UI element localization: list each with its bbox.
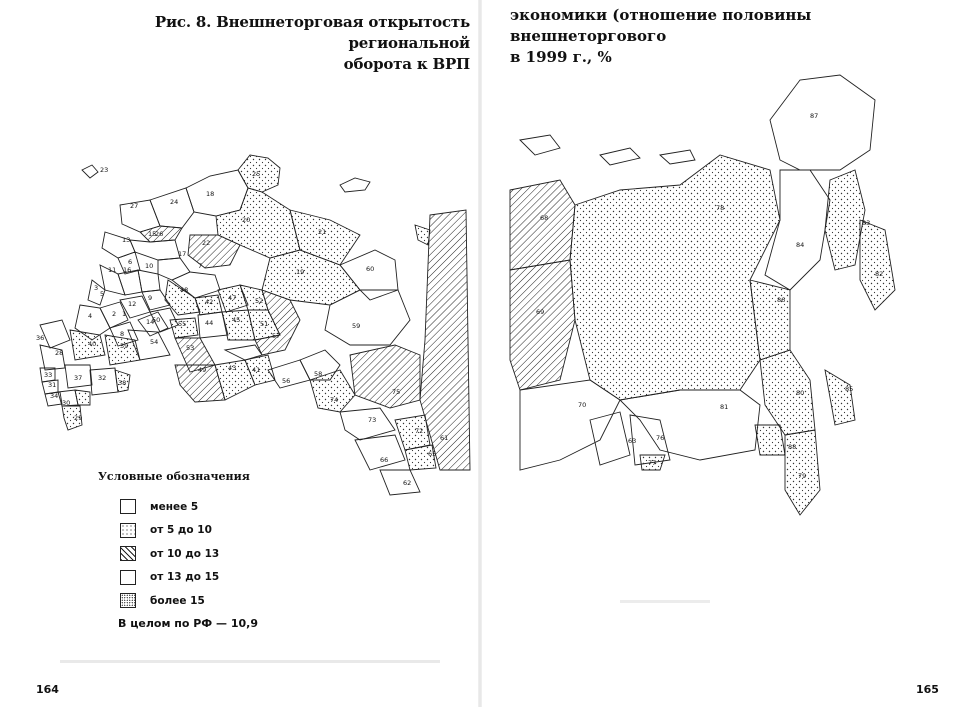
region-number-label: 61 xyxy=(440,434,449,442)
region-number-label: 88 xyxy=(788,443,797,451)
region-number-label: 72 xyxy=(415,427,424,435)
figure-title-left xyxy=(78,12,470,75)
legend-swatch xyxy=(120,546,136,561)
legend-swatch xyxy=(120,570,136,585)
region-number-label: 17 xyxy=(178,250,187,258)
region-68 xyxy=(510,180,575,270)
region-number-label: 13 xyxy=(122,236,131,244)
region-number-label: 51 xyxy=(260,320,269,328)
region-number-label: 86 xyxy=(777,296,786,304)
yamal-islands xyxy=(415,225,430,245)
region-number-label: 15 xyxy=(148,230,157,238)
region-number-label: 66 xyxy=(380,456,389,464)
region-number-label: 75 xyxy=(392,388,401,396)
region-18 xyxy=(186,170,248,216)
legend-total: В целом по РФ — 10,9 xyxy=(118,616,259,630)
region-number-label: 21 xyxy=(318,228,327,236)
figure-title-line2: оборота к ВРП xyxy=(343,55,470,73)
region-number-label: 63 xyxy=(628,437,637,445)
figure-title-right xyxy=(510,5,950,68)
region-number-label: 11 xyxy=(108,266,117,274)
region-number-label: 48 xyxy=(180,286,189,294)
region-number-label: 27 xyxy=(130,202,139,210)
legend-label: от 5 до 10 xyxy=(150,524,212,537)
region-number-label: 68 xyxy=(540,214,549,222)
region-number-label: 5 xyxy=(100,290,105,298)
region-number-label: 81 xyxy=(720,403,729,411)
region-number-label: 16 xyxy=(123,266,132,274)
region-number-label: 76 xyxy=(656,434,665,442)
region-number-label: 42 xyxy=(205,298,214,306)
region-27 xyxy=(120,200,160,232)
region-number-label: 84 xyxy=(796,241,805,249)
region-17 xyxy=(158,258,190,280)
region-number-label: 7 xyxy=(198,262,203,270)
region-number-label: 10 xyxy=(145,262,154,270)
region-number-label: 2 xyxy=(112,310,117,318)
region-23 xyxy=(82,165,98,178)
region-number-label: 1 xyxy=(122,310,127,318)
region-83 xyxy=(825,170,865,270)
region-number-label: 83 xyxy=(862,219,871,227)
region-number-label: 4 xyxy=(88,312,93,320)
region-number-label: 43 xyxy=(228,364,237,372)
region-number-label: 80 xyxy=(796,389,805,397)
region-number-label: 49 xyxy=(198,366,207,374)
region-number-label: 59 xyxy=(352,322,361,330)
region-62 xyxy=(380,470,420,495)
region-number-label: 54 xyxy=(150,338,159,346)
region-number-label: 40 xyxy=(88,340,97,348)
region-number-label: 33 xyxy=(44,371,53,379)
region-number-label: 38 xyxy=(118,379,127,387)
region-number-label: 9 xyxy=(148,294,153,302)
region-number-label: 44 xyxy=(205,319,214,327)
region-number-label: 62 xyxy=(403,479,412,487)
novaya-zemlya xyxy=(340,178,370,192)
region-number-label: 78 xyxy=(716,204,725,212)
region-number-label: 30 xyxy=(62,399,71,407)
legend-swatch xyxy=(120,499,136,514)
region-35 xyxy=(75,390,90,405)
region-66 xyxy=(355,435,405,470)
region-number-label: 28 xyxy=(55,349,64,357)
region-number-label: 52 xyxy=(255,297,264,305)
region-number-label: 29 xyxy=(74,414,83,422)
region-number-label: 12 xyxy=(128,300,137,308)
region-number-label: 14 xyxy=(146,318,155,326)
region-number-label: 19 xyxy=(296,268,305,276)
legend-item xyxy=(92,495,352,519)
region-number-label: 45 xyxy=(232,316,241,324)
region-15 xyxy=(130,240,180,260)
region-number-label: 8 xyxy=(120,330,125,338)
region-39 xyxy=(105,335,140,365)
figure-title-right-line1: экономики (отношение половины внешнеторгового xyxy=(510,6,812,45)
legend-item xyxy=(92,566,352,590)
figure-title-line1: Внешнеторговая открытость региональной xyxy=(216,13,470,52)
region-24 xyxy=(150,188,194,228)
page-number-right: 165 xyxy=(916,683,939,696)
region-number-label: 53 xyxy=(186,344,195,352)
region-87 xyxy=(770,75,875,170)
right-page xyxy=(480,0,960,707)
region-number-label: 37 xyxy=(74,374,83,382)
region-73 xyxy=(340,408,395,440)
map-european-russia xyxy=(0,140,480,500)
region-number-label: 3 xyxy=(94,284,99,292)
region-number-label: 26 xyxy=(155,230,164,238)
region-number-label: 6 xyxy=(128,258,133,266)
legend-swatch xyxy=(120,523,136,538)
region-number-label: 69 xyxy=(536,308,545,316)
region-number-label: 41 xyxy=(252,366,261,374)
region-80 xyxy=(760,350,815,435)
arctic-islands xyxy=(520,135,695,165)
region-36 xyxy=(40,320,70,348)
region-number-label: 65 xyxy=(428,450,437,458)
legend-label: от 13 до 15 xyxy=(150,571,220,584)
legend-title: Условные обозначения xyxy=(98,470,250,483)
legend-item xyxy=(92,519,352,543)
legend-swatch xyxy=(120,593,136,608)
region-number-label: 73 xyxy=(368,416,377,424)
region-number-label: 34 xyxy=(50,392,59,400)
region-number-label: 36 xyxy=(36,334,45,342)
legend-label: от 10 до 13 xyxy=(150,547,220,560)
region-number-label: 70 xyxy=(578,401,587,409)
figure-title-right-line2: в 1999 г., % xyxy=(510,48,612,66)
legend-item xyxy=(92,542,352,566)
page-number-left: 164 xyxy=(36,683,59,696)
region-69 xyxy=(510,260,575,390)
region-81 xyxy=(620,390,760,460)
region-82 xyxy=(860,220,895,310)
region-number-label: 47 xyxy=(228,294,237,302)
map-legend xyxy=(92,470,352,630)
legend-label: более 15 xyxy=(150,594,205,607)
region-number-label: 82 xyxy=(875,270,884,278)
region-88 xyxy=(755,425,785,455)
region-number-label: 31 xyxy=(48,381,57,389)
region-number-label: 24 xyxy=(170,198,179,206)
region-number-label: 55 xyxy=(178,320,187,328)
legend-item xyxy=(92,589,352,613)
region-number-label: 20 xyxy=(242,216,251,224)
region-85 xyxy=(825,370,855,425)
region-number-label: 87 xyxy=(810,112,819,120)
region-number-label: 50 xyxy=(152,316,161,324)
region-number-label: 23 xyxy=(100,166,109,174)
region-number-label: 74 xyxy=(330,396,339,404)
region-number-label: 32 xyxy=(98,374,107,382)
region-number-label: 85 xyxy=(845,385,854,393)
figure-number: Рис. 8. xyxy=(154,13,212,31)
map-asian-russia xyxy=(480,60,960,530)
scan-noise-right xyxy=(620,600,710,603)
region-78 xyxy=(570,155,780,400)
region-number-label: 18 xyxy=(206,190,215,198)
region-number-label: 57 xyxy=(272,332,281,340)
legend-label: менее 5 xyxy=(150,500,199,513)
region-number-label: 58 xyxy=(314,370,323,378)
region-70 xyxy=(520,380,620,470)
region-number-label: 77 xyxy=(648,459,657,467)
region-number-label: 79 xyxy=(798,472,807,480)
region-72 xyxy=(395,415,430,450)
region-number-label: 60 xyxy=(366,265,375,273)
region-number-label: 56 xyxy=(282,377,291,385)
region-number-label: 22 xyxy=(202,239,211,247)
region-number-label: 25 xyxy=(252,170,261,178)
region-75 xyxy=(350,345,420,408)
region-number-label: 39 xyxy=(120,342,129,350)
scan-noise xyxy=(60,660,440,663)
